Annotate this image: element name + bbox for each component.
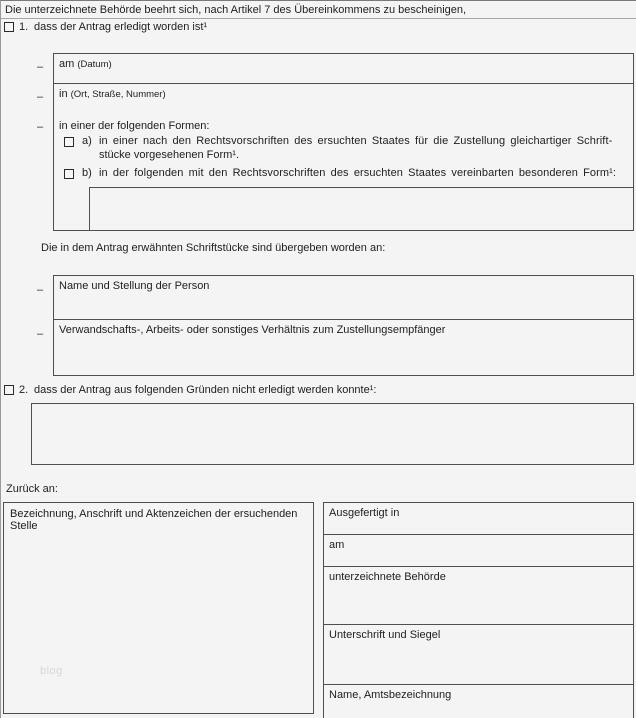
option-b-text: in der folgenden mit den Rechtsvorschriften des ersuchten Staates vereinbarten besonderen Form¹: [99, 167, 617, 179]
item2-checkbox[interactable] [4, 385, 14, 395]
return-to-label: Zurück an: [6, 483, 58, 495]
date-prefix-label: am [59, 58, 75, 70]
item1-checkbox[interactable] [4, 22, 14, 32]
recipient-relation-field[interactable] [54, 320, 633, 376]
date-field[interactable] [54, 54, 633, 84]
sender-label: Bezeichnung, Anschrift und Aktenzeichen der ersuchenden Stelle [10, 508, 298, 532]
dash-mark: – [37, 284, 44, 296]
item1-heading [19, 21, 619, 33]
issued-in-field[interactable] [324, 503, 633, 535]
dash-mark: – [37, 328, 44, 340]
option-a-text-line1: in einer nach den Rechtsvorschriften des ersuchten Staates für die Zustellung gleichartiger Schrift- [99, 135, 613, 147]
option-a-text-line2: stücke vorgesehenen Form¹. [99, 149, 240, 161]
option-b-form-field[interactable] [89, 187, 634, 231]
item2-number: 2. [19, 384, 29, 396]
authority-label: unterzeichnete Behörde [329, 571, 446, 583]
name-title-label: Name, Amtsbezeichnung [329, 689, 452, 701]
item1-number: 1. [19, 21, 29, 33]
item2-reasons-field[interactable] [31, 403, 634, 465]
dash-mark: – [37, 121, 44, 133]
item2-label: dass der Antrag aus folgenden Gründen nicht erledigt werden konnte¹: [34, 384, 377, 396]
recipient-name-field[interactable] [54, 276, 633, 320]
issued-in-label: Ausgefertigt in [329, 507, 400, 519]
authority-field[interactable] [324, 567, 633, 625]
forms-label: in einer der folgenden Formen: [59, 120, 210, 132]
signature-label: Unterschrift und Siegel [329, 629, 441, 641]
watermark-text: blog [40, 665, 63, 677]
option-a-checkbox[interactable] [64, 137, 74, 147]
name-title-field[interactable] [324, 685, 633, 718]
date-hint-label: (Datum) [77, 59, 112, 70]
dash-mark: – [37, 61, 44, 73]
header-divider [1, 18, 636, 19]
option-b-letter: b) [82, 167, 92, 179]
issued-on-label: am [329, 539, 345, 551]
issued-on-field[interactable] [324, 535, 633, 567]
option-b-checkbox[interactable] [64, 169, 74, 179]
recipient-box [53, 275, 634, 376]
place-prefix-label: in [59, 88, 68, 100]
delivered-label: Die in dem Antrag erwähnten Schriftstücke sind übergeben worden an: [41, 242, 386, 254]
item1-label: dass der Antrag erledigt worden ist¹ [34, 21, 208, 33]
place-hint-label: (Ort, Straße, Nummer) [70, 89, 166, 100]
intro-text: Die unterzeichnete Behörde beehrt sich, nach Artikel 7 des Übereinkommens zu bescheinigen, [5, 4, 467, 16]
item2-heading [19, 384, 619, 396]
execution-column [323, 502, 634, 718]
sender-box[interactable] [3, 502, 314, 714]
dash-mark: – [37, 91, 44, 103]
place-field[interactable] [54, 84, 633, 118]
option-a-letter: a) [82, 135, 92, 147]
recipient-relation-label: Verwandschafts-, Arbeits- oder sonstiges Verhältnis zum Zustellungsempfänger [59, 324, 446, 336]
recipient-name-label: Name und Stellung der Person [59, 280, 210, 292]
signature-field[interactable] [324, 625, 633, 685]
